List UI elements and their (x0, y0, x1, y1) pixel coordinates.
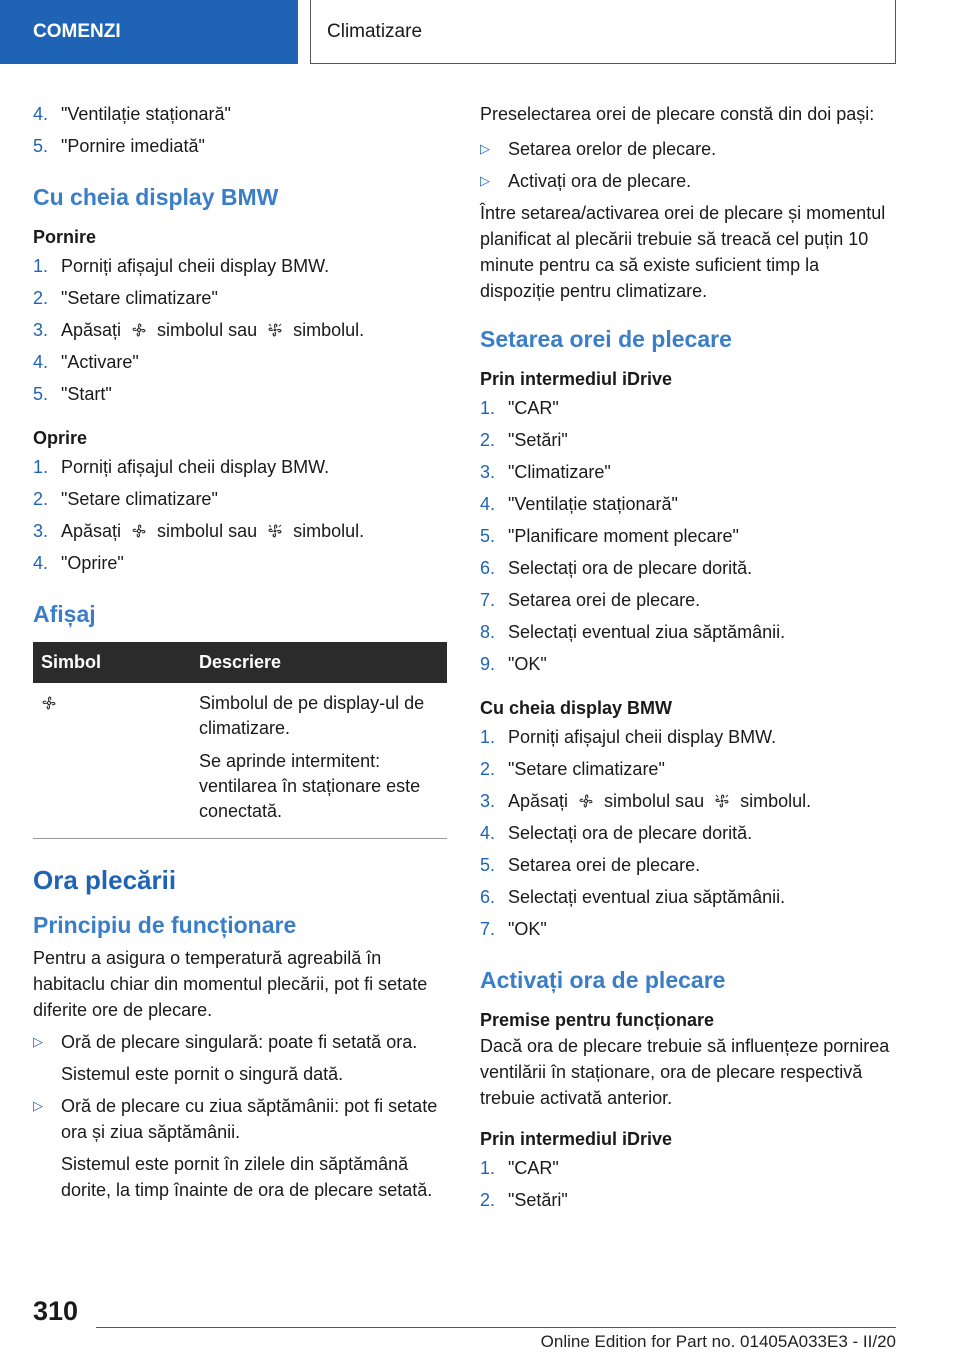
list-item (33, 130, 447, 162)
step-text: Porniți afișajul cheii display BMW. (508, 727, 777, 747)
table-cell-symbol (33, 683, 191, 839)
step-text: simbolul sau (157, 521, 258, 541)
list-item (480, 488, 896, 520)
footer-divider (96, 1327, 896, 1328)
description-text: Se aprinde intermitent: ventilarea în staționare este conectată. (199, 751, 421, 821)
list-item (480, 1184, 896, 1216)
step-number: 1. (480, 398, 496, 418)
step-number: 7. (480, 919, 496, 939)
step-number: 9. (480, 654, 496, 674)
fan-icon (131, 523, 147, 539)
step-text: Porniți afișajul cheii display BMW. (61, 256, 330, 276)
step-text: "Setări" (508, 1190, 568, 1210)
step-number: 8. (480, 622, 496, 642)
stop-label: Oprire (33, 428, 88, 448)
list-item (33, 1093, 447, 1145)
step-text: "CAR" (508, 1158, 559, 1178)
step-text: Apăsați (61, 521, 122, 541)
step-number: 7. (480, 590, 496, 610)
step-text: "Ventilație staționară" (61, 104, 231, 124)
step-number: 3. (33, 320, 49, 340)
step-text: simbolul sau (604, 791, 705, 811)
step-number: 2. (33, 288, 49, 308)
prereq-label: Premise pentru funcționare (480, 1010, 715, 1030)
bullet-text: Activați ora de plecare. (508, 171, 692, 191)
list-item (33, 515, 447, 547)
step-text: "OK" (508, 654, 547, 674)
page-number: 310 (33, 1296, 79, 1326)
step-number: 4. (33, 104, 49, 124)
edition-text: Online Edition for Part no. 01405A033E3 - II/20 (540, 1332, 896, 1351)
bullet-note: Sistemul este pornit o singură dată. (61, 1064, 344, 1084)
fan-flashing-icon (714, 793, 730, 809)
step-number: 2. (33, 489, 49, 509)
list-item (33, 483, 447, 515)
bullet-text: Oră de plecare cu ziua săptămânii: pot fi setate ora și ziua săptămânii. (61, 1096, 438, 1142)
list-item (480, 392, 896, 424)
bullet-note: Sistemul este pornit în zilele din săptămână dorite, la timp înainte de ora de plecare setată. (61, 1154, 433, 1200)
step-text: Apăsați (61, 320, 122, 340)
fan-flashing-icon (267, 322, 283, 338)
list-item (33, 250, 447, 282)
step-number: 4. (480, 494, 496, 514)
step-text: "Pornire imediată" (61, 136, 205, 156)
note-text: Între setarea/activarea orei de plecare și momentul planificat al plecării trebuie să treacă cel puțin 10 minute pentru ca să existe suficient timp la dispoziție pentru climatizare. (480, 203, 886, 301)
step-number: 5. (480, 526, 496, 546)
step-text: "OK" (508, 919, 547, 939)
bullet-text: Setarea orelor de plecare. (508, 139, 717, 159)
step-text: "CAR" (508, 398, 559, 418)
list-item (480, 817, 896, 849)
list-item (33, 451, 447, 483)
right-column (480, 98, 896, 1216)
display-heading: Afișaj (33, 601, 96, 627)
bullet-text: Oră de plecare singulară: poate fi setată ora. (61, 1032, 418, 1052)
step-number: 1. (480, 1158, 496, 1178)
table-row (33, 683, 447, 839)
list-item (480, 785, 896, 817)
list-item (480, 849, 896, 881)
list-item (33, 282, 447, 314)
step-number: 1. (33, 457, 49, 477)
step-text: Selectați eventual ziua săptămânii. (508, 887, 786, 907)
fan-icon (131, 322, 147, 338)
activate-heading: Activați ora de plecare (480, 967, 726, 993)
list-item (33, 98, 447, 130)
step-number: 6. (480, 558, 496, 578)
triangle-right-icon: ▷ (480, 141, 490, 156)
step-text: "Activare" (61, 352, 139, 372)
list-item (480, 168, 896, 194)
key-heading: Cu cheia display BMW (33, 184, 279, 210)
list-item (480, 648, 896, 680)
step-text: Selectați ora de plecare dorită. (508, 823, 753, 843)
step-text: simbolul. (293, 521, 365, 541)
intro-text: Preselectarea orei de plecare constă din doi pași: (480, 104, 875, 124)
list-item (480, 456, 896, 488)
step-text: "Setare climatizare" (61, 489, 218, 509)
idrive-label: Prin intermediul iDrive (480, 369, 673, 389)
triangle-right-icon: ▷ (33, 1034, 43, 1049)
step-number: 2. (480, 759, 496, 779)
principle-heading: Principiu de funcționare (33, 912, 297, 938)
step-text: "Start" (61, 384, 112, 404)
step-number: 1. (33, 256, 49, 276)
list-item (480, 552, 896, 584)
fan-flashing-icon (267, 523, 283, 539)
triangle-right-icon: ▷ (33, 1098, 43, 1113)
left-column (33, 98, 447, 1209)
list-item (480, 136, 896, 162)
step-number: 5. (33, 384, 49, 404)
step-text: "Oprire" (61, 553, 124, 573)
list-item (480, 616, 896, 648)
step-text: "Setare climatizare" (61, 288, 218, 308)
list-item (33, 346, 447, 378)
step-text: Selectați eventual ziua săptămânii. (508, 622, 786, 642)
step-text: Apăsați (508, 791, 569, 811)
table-header-symbol: Simbol (33, 642, 191, 683)
list-item (33, 314, 447, 346)
step-text: "Planificare moment plecare" (508, 526, 739, 546)
table-header-description: Descriere (191, 642, 447, 683)
key-label: Cu cheia display BMW (480, 698, 673, 718)
step-number: 3. (480, 462, 496, 482)
idrive-label: Prin intermediul iDrive (480, 1129, 673, 1149)
symbol-table (33, 642, 447, 839)
step-text: "Ventilație staționară" (508, 494, 678, 514)
principle-text: Pentru a asigura o temperatură agreabilă în habitaclu chiar din momentul plecării, pot fi setate diferite ore de plecare. (33, 948, 428, 1020)
step-text: Selectați ora de plecare dorită. (508, 558, 753, 578)
triangle-right-icon: ▷ (480, 173, 490, 188)
step-number: 4. (480, 823, 496, 843)
step-text: simbolul. (740, 791, 812, 811)
step-text: simbolul sau (157, 320, 258, 340)
fan-icon (41, 695, 57, 711)
step-text: "Setare climatizare" (508, 759, 665, 779)
step-number: 4. (33, 352, 49, 372)
step-text: Setarea orei de plecare. (508, 855, 701, 875)
description-text: Simbolul de pe display-ul de climatizare. (199, 693, 425, 738)
list-item (480, 753, 896, 785)
step-text: "Setări" (508, 430, 568, 450)
table-cell-description (191, 683, 447, 839)
step-number: 1. (480, 727, 496, 747)
step-number: 2. (480, 430, 496, 450)
list-item (33, 378, 447, 410)
step-number: 4. (33, 553, 49, 573)
step-text: simbolul. (293, 320, 365, 340)
step-number: 2. (480, 1190, 496, 1210)
step-text: Setarea orei de plecare. (508, 590, 701, 610)
list-item (33, 1029, 447, 1055)
list-item (480, 721, 896, 753)
step-text: Porniți afișajul cheii display BMW. (61, 457, 330, 477)
fan-icon (578, 793, 594, 809)
step-text: "Climatizare" (508, 462, 611, 482)
section-tab: COMENZI (0, 0, 298, 64)
step-number: 5. (480, 855, 496, 875)
chapter-title: Climatizare (310, 0, 896, 64)
step-number: 3. (480, 791, 496, 811)
list-item (480, 913, 896, 945)
list-item (480, 881, 896, 913)
set-heading: Setarea orei de plecare (480, 326, 732, 352)
list-item (480, 584, 896, 616)
departure-heading: Ora plecării (33, 865, 177, 895)
list-item (480, 1152, 896, 1184)
list-item (33, 547, 447, 579)
prereq-text: Dacă ora de plecare trebuie să influențeze pornirea ventilării în staționare, ora de plecare respectivă trebuie activată anterior. (480, 1036, 890, 1108)
start-label: Pornire (33, 227, 97, 247)
step-number: 5. (33, 136, 49, 156)
step-number: 3. (33, 521, 49, 541)
list-item (480, 520, 896, 552)
list-item (480, 424, 896, 456)
step-number: 6. (480, 887, 496, 907)
